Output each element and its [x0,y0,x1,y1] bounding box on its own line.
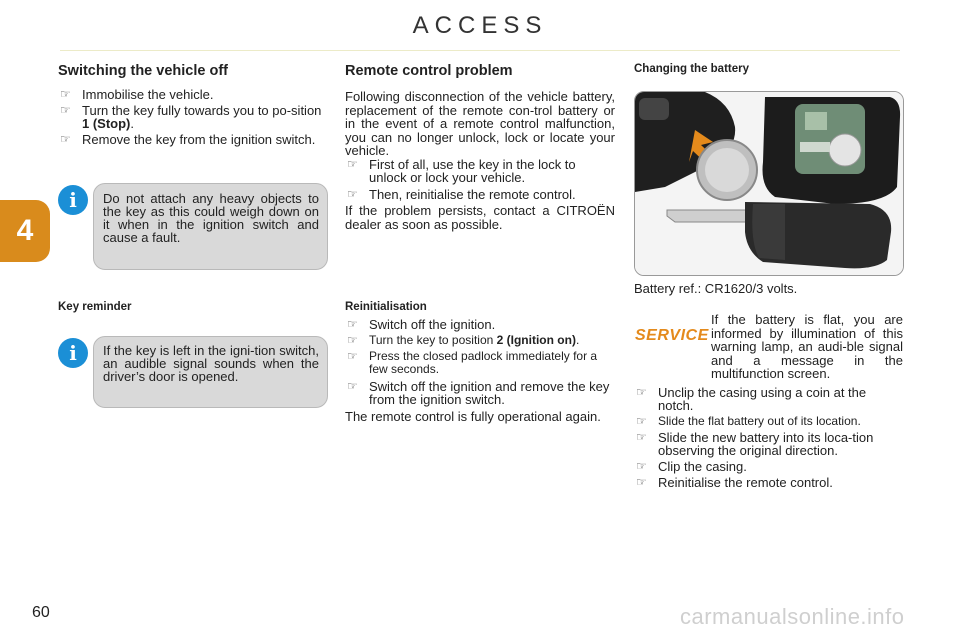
list-item: ☞ Remove the key from the ignition switch. [60,132,316,147]
changing-battery-heading: Changing the battery [634,63,750,75]
key-reminder-heading: Key reminder [58,301,132,313]
chapter-tab: 4 [0,200,50,262]
pointing-hand-icon: ☞ [636,475,647,489]
page-number: 60 [32,604,50,621]
list-item: ☞ Then, reinitialise the remote control. [347,187,576,202]
service-warning-lamp: SERVICE [635,327,709,344]
pointing-hand-icon: ☞ [60,87,71,101]
pointing-hand-icon: ☞ [347,333,358,347]
list-item: ☞ Unclip the casing using a coin at the notch. [636,385,867,413]
list-item: ☞ Clip the casing. [636,459,747,474]
changing-battery-list [634,386,904,492]
list-item: ☞ Immobilise the vehicle. [60,87,214,102]
pointing-hand-icon: ☞ [636,430,647,444]
info-box-heavy-objects [93,183,328,270]
pointing-hand-icon: ☞ [636,414,647,428]
reinitialisation-list [345,318,615,409]
page-header-title: ACCESS [412,12,548,39]
switching-off-heading: Switching the vehicle off [58,63,228,79]
list-item: ☞ Turn the key to position 2 (Ignition on). [347,333,580,347]
pointing-hand-icon: ☞ [636,385,647,399]
info-icon: i [58,185,88,215]
reinitialisation-heading: Reinitialisation [345,301,427,313]
remote-problem-heading: Remote control problem [345,63,513,79]
list-item: ☞ Slide the new battery into its loca-tion observing the original direction. [636,430,874,458]
key-battery-illustration [634,91,904,276]
info-box-text: If the key is left in the igni-tion switch, an audible signal sounds when the driver’s door is opened. [103,343,319,384]
list-item: ☞ Turn the key fully towards you to po-sition 1 (Stop). [60,103,322,131]
battery-reference: Battery ref.: CR1620/3 volts. [634,281,798,296]
list-item: ☞ Switch off the ignition. [347,317,496,332]
pointing-hand-icon: ☞ [347,379,358,393]
list-item: ☞ Switch off the ignition and remove the key from the ignition switch. [347,379,610,407]
list-item: ☞ Reinitialise the remote control. [636,475,833,490]
pointing-hand-icon: ☞ [60,103,71,117]
header-rule [60,50,900,51]
remote-problem-outro: If the problem persists, contact a CITROËN dealer as soon as possible. [345,203,615,232]
key-battery-svg [635,92,903,275]
reinitialisation-outro: The remote control is fully operational again. [345,409,601,424]
pointing-hand-icon: ☞ [347,157,358,171]
pointing-hand-icon: ☞ [347,187,358,201]
remote-problem-intro: Following disconnection of the vehicle battery, replacement of the remote con-trol battery or in the event of a remote control malfunction, you can no longer unlock, lock or locate your vehicle. [345,89,615,158]
service-warning-text: If the battery is flat, you are informed by illumination of this warning lamp, an audi-ble signal and a message in the multifunction screen. [711,312,903,381]
list-item: ☞ First of all, use the key in the lock to unlock or lock your vehicle. [347,157,576,185]
pointing-hand-icon: ☞ [347,349,358,363]
pointing-hand-icon: ☞ [347,317,358,331]
list-item: ☞ Press the closed padlock immediately for a few seconds. [347,349,598,376]
pointing-hand-icon: ☞ [60,132,71,146]
pointing-hand-icon: ☞ [636,459,647,473]
switching-off-list [58,88,328,149]
info-box-key-reminder [93,336,328,408]
watermark-text: carmanualsonline.info [680,604,905,629]
remote-problem-list [345,158,615,204]
list-item: ☞ Slide the flat battery out of its location. [636,414,861,428]
info-box-text: Do not attach any heavy objects to the key as this could weigh down on it when in the ignition switch and cause a fault. [103,191,319,245]
info-icon: i [58,338,88,368]
